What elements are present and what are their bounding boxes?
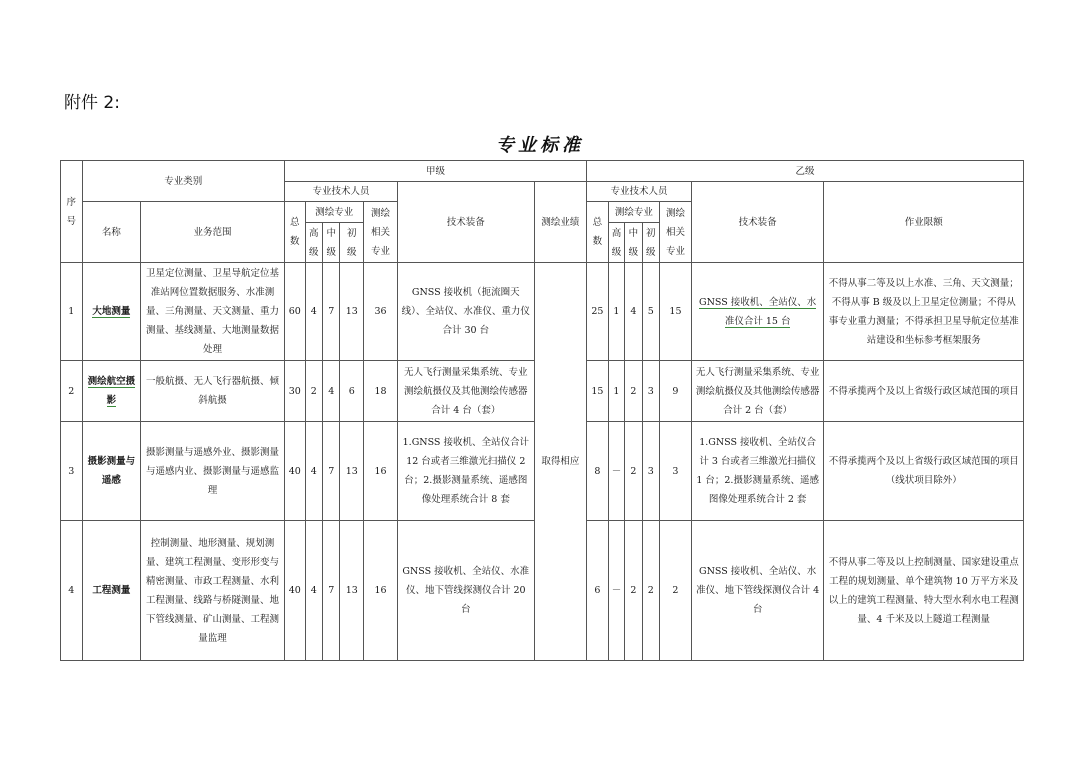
row-jia-total: 40 [284,422,305,521]
row-yi-total: 8 [587,422,609,521]
row-limit: 不得承揽两个及以上省级行政区域范围的项目（线状项目除外） [824,422,1024,521]
row-seq: 2 [61,361,83,422]
header-yi-equipment: 技术装备 [691,182,824,263]
header-limit: 作业限额 [824,182,1024,263]
row-limit: 不得承揽两个及以上省级行政区域范围的项目 [824,361,1024,422]
row-jia-equipment: GNSS 接收机、全站仪、水准仪、地下管线探测仪合计 20 台 [397,521,534,661]
row-jia-middle: 7 [322,521,339,661]
row-yi-total: 15 [587,361,609,422]
header-jia-total: 总数 [284,202,305,263]
row-yi-total: 6 [587,521,609,661]
row-jia-middle: 7 [322,422,339,521]
row-jia-total: 30 [284,361,305,422]
header-yi-related: 测绘相关专业 [660,202,692,263]
header-seq: 序号 [61,161,83,263]
row-name: 测绘航空摄影 [82,361,141,422]
row-name: 大地测量 [82,263,141,361]
row-jia-related: 16 [364,422,398,521]
row-yi-equipment: GNSS 接收机、全站仪、水准仪、地下管线探测仪合计 4 台 [691,521,824,661]
row-yi-related: 15 [660,263,692,361]
document-title: 专业标准 [496,135,584,156]
row-yi-related: 9 [660,361,692,422]
standards-table [60,160,1024,661]
header-jia-junior: 初级 [340,223,364,263]
row-yi-middle: 2 [625,422,642,521]
row-jia-senior: 4 [305,422,322,521]
row-yi-junior: 5 [642,263,659,361]
row-jia-related: 16 [364,521,398,661]
header-name: 名称 [82,202,141,263]
header-jia-equipment: 技术装备 [397,182,534,263]
header-yi-middle: 中级 [625,223,642,263]
row-scope: 一般航摄、无人飞行器航摄、倾斜航摄 [141,361,285,422]
row-yi-middle: 4 [625,263,642,361]
row-jia-junior: 13 [340,521,364,661]
row-seq: 4 [61,521,83,661]
row-yi-equipment: 无人飞行测量采集系统、专业测绘航摄仪及其他测绘传感器合计 2 台（套） [691,361,824,422]
row-jia-middle: 4 [322,361,339,422]
row-yi-senior: － [608,521,624,661]
row-jia-equipment: GNSS 接收机（扼流圈天线）、全站仪、水准仪、重力仪合计 30 台 [397,263,534,361]
row-yi-senior: － [608,422,624,521]
header-jia-senior: 高级 [305,223,322,263]
row-yi-related: 3 [660,422,692,521]
header-yi-total: 总数 [587,202,609,263]
header-yi-junior: 初级 [642,223,659,263]
row-jia-senior: 4 [305,263,322,361]
header-jia-middle: 中级 [322,223,339,263]
row-limit: 不得从事二等及以上控制测量、国家建设重点工程的规划测量、单个建筑物 10 万平方米及以上的建筑工程测量、特大型水利水电工程测量、4 千米及以上隧道工程测量 [824,521,1024,661]
row-yi-middle: 2 [625,521,642,661]
row-yi-junior: 3 [642,422,659,521]
row-yi-senior: 1 [608,361,624,422]
row-scope: 控制测量、地形测量、规划测量、建筑工程测量、变形形变与精密测量、市政工程测量、水利工程测量、线路与桥隧测量、地下管线测量、矿山测量、工程测量监理 [141,521,285,661]
row-yi-junior: 2 [642,521,659,661]
header-jia-staff: 专业技术人员 [284,182,397,202]
row-yi-junior: 3 [642,361,659,422]
row-name: 工程测量 [82,521,141,661]
header-jia: 甲级 [284,161,586,182]
header-jia-related: 测绘相关专业 [364,202,398,263]
row-yi-equipment: GNSS 接收机、全站仪、水准仪合计 15 台 [691,263,824,361]
row-jia-junior: 13 [340,263,364,361]
header-yi-senior: 高级 [608,223,624,263]
row-seq: 1 [61,263,83,361]
row-jia-equipment: 1.GNSS 接收机、全站仪合计 12 台或者三维激光扫描仪 2 台；2.摄影测量系统、遥感图像处理系统合计 8 套 [397,422,534,521]
row-name: 摄影测量与遥感 [82,422,141,521]
header-yi: 乙级 [587,161,1024,182]
row-jia-related: 36 [364,263,398,361]
table-row [61,263,1024,361]
row-jia-middle: 7 [322,263,339,361]
row-limit: 不得从事二等及以上水准、三角、天文测量；不得从事 B 级及以上卫星定位测量；不得从事专业重力测量；不得承担卫星导航定位基准站建设和坐标参考框架服务 [824,263,1024,361]
row-jia-equipment: 无人飞行测量采集系统、专业测绘航摄仪及其他测绘传感器合计 4 台（套） [397,361,534,422]
row-jia-total: 40 [284,521,305,661]
row-jia-total: 60 [284,263,305,361]
row-yi-senior: 1 [608,263,624,361]
row-jia-junior: 13 [340,422,364,521]
merged-performance: 取得相应 [534,263,587,661]
header-yi-staff: 专业技术人员 [587,182,692,202]
row-yi-related: 2 [660,521,692,661]
row-yi-middle: 2 [625,361,642,422]
row-jia-senior: 2 [305,361,322,422]
row-seq: 3 [61,422,83,521]
header-scope: 业务范围 [141,202,285,263]
row-scope: 卫星定位测量、卫星导航定位基准站网位置数据服务、水准测量、三角测量、天文测量、重力测量、基线测量、大地测量数据处理 [141,263,285,361]
header-jia-survey-major: 测绘专业 [305,202,364,223]
row-jia-junior: 6 [340,361,364,422]
row-jia-related: 18 [364,361,398,422]
row-scope: 摄影测量与遥感外业、摄影测量与遥感内业、摄影测量与遥感监理 [141,422,285,521]
header-yi-survey-major: 测绘专业 [608,202,659,223]
row-yi-equipment: 1.GNSS 接收机、全站仪合计 3 台或者三维激光扫描仪 1 台；2.摄影测量系统、遥感图像处理系统合计 2 套 [691,422,824,521]
header-category: 专业类别 [82,161,284,202]
row-yi-total: 25 [587,263,609,361]
header-performance: 测绘业绩 [534,182,587,263]
row-jia-senior: 4 [305,521,322,661]
attachment-label: 附件 2: [64,93,120,113]
